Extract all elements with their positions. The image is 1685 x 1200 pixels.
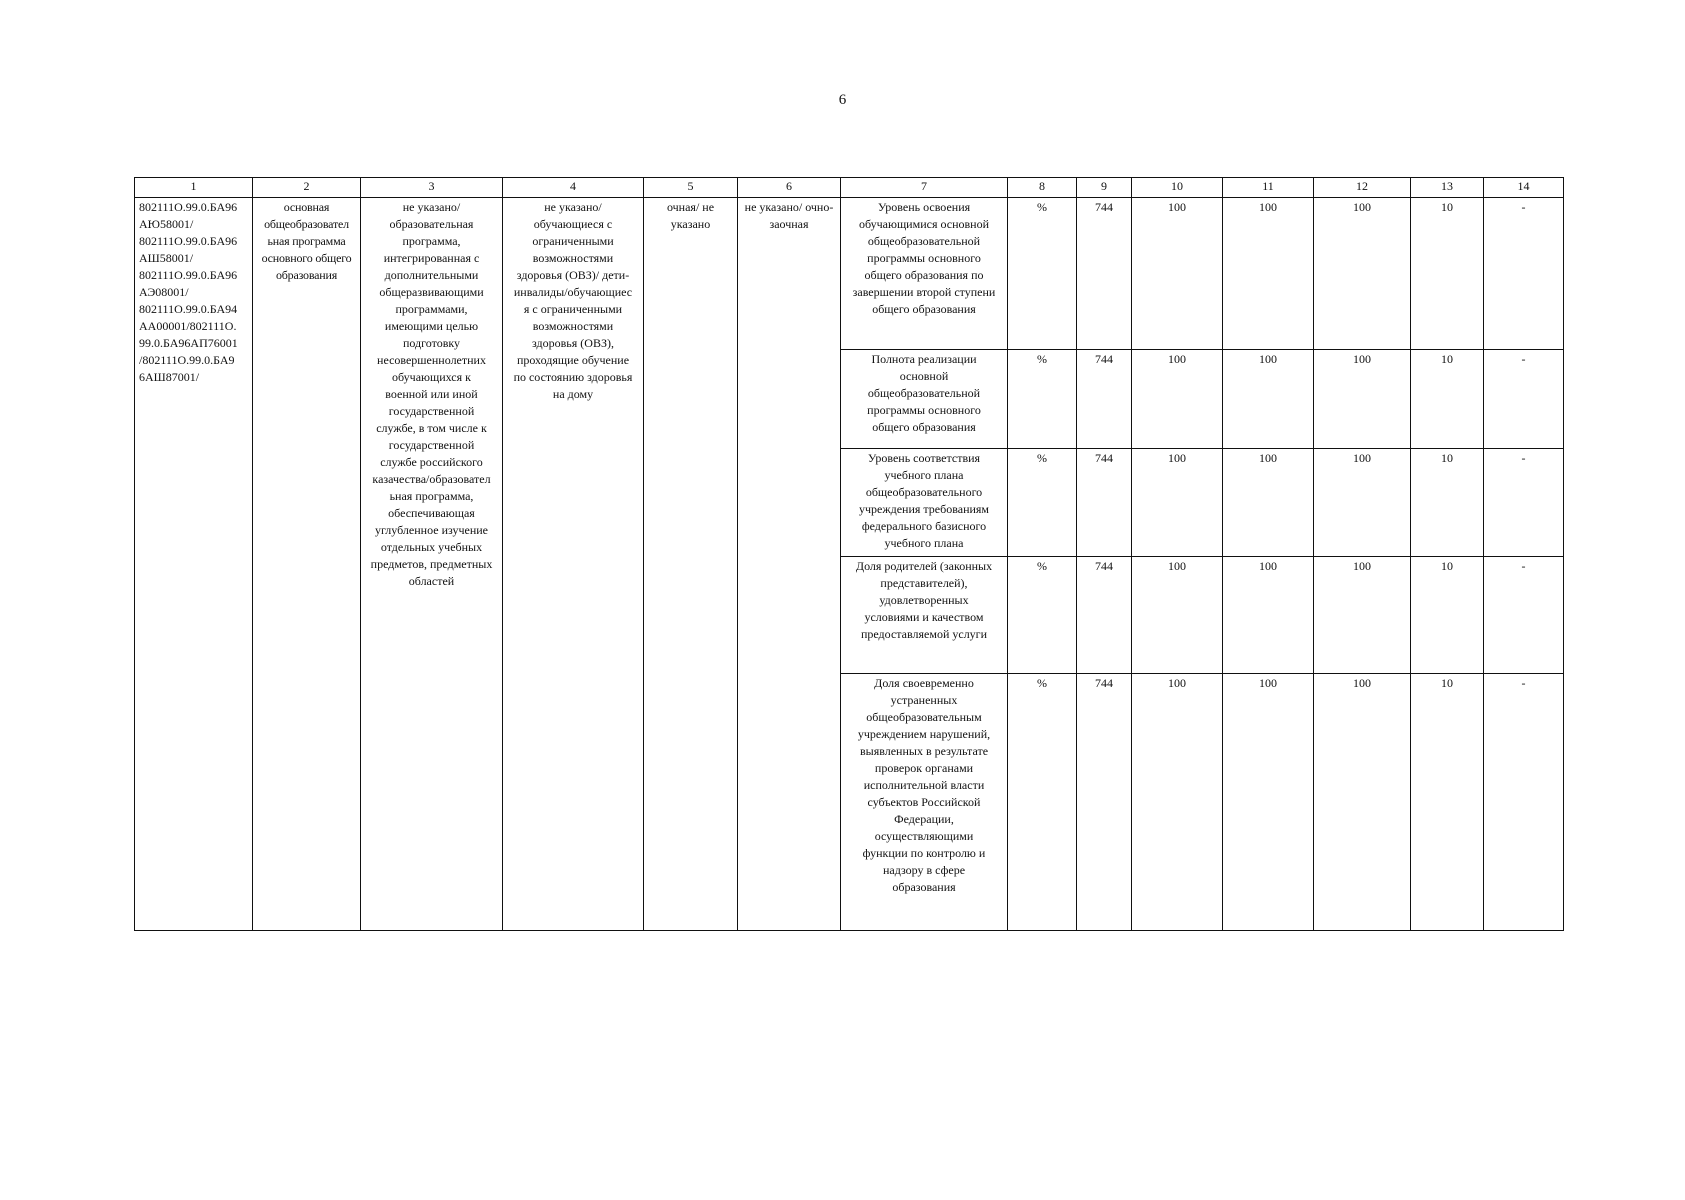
column-number: 2 (253, 178, 361, 198)
table-row (135, 198, 1564, 350)
column-number: 3 (361, 178, 503, 198)
column-number: 6 (738, 178, 841, 198)
indicator-okei-code: 744 (1077, 674, 1132, 931)
indicator-okei-code: 744 (1077, 198, 1132, 350)
indicator-deviation: 10 (1411, 557, 1484, 674)
column-number: 11 (1223, 178, 1314, 198)
indicator-value: 100 (1314, 557, 1411, 674)
column-number: 4 (503, 178, 644, 198)
registry-codes: 802111О.99.0.БА96 АЮ58001/ 802111О.99.0.БА96 АШ58001/ 802111О.99.0.БА96 АЭ08001/ 802111О.99.0.БА94 АА00001/802111О. 99.0.БА96АП76001 /802111О.99.0.БА9 6АШ87001/ (135, 198, 253, 931)
indicator-value: 100 (1132, 557, 1223, 674)
indicator-value: 100 (1223, 350, 1314, 449)
indicator-name: Уровень соответствия учебного плана общеобразовательного учреждения требованиям федерального базисного учебного плана (841, 449, 1008, 557)
indicator-deviation: 10 (1411, 198, 1484, 350)
indicator-name: Доля родителей (законных представителей), удовлетворенных условиями и качеством предоставляемой услуги (841, 557, 1008, 674)
column-number: 10 (1132, 178, 1223, 198)
indicator-name: Уровень освоения обучающимися основной общеобразовательной программы основного общего образования по завершении второй ступени общего образования (841, 198, 1008, 350)
indicator-value: 100 (1314, 674, 1411, 931)
indicator-value: 100 (1132, 674, 1223, 931)
indicator-okei-code: 744 (1077, 557, 1132, 674)
study-form: очная/ не указано (644, 198, 738, 931)
column-number: 13 (1411, 178, 1484, 198)
indicator-dash: - (1484, 674, 1564, 931)
column-number: 5 (644, 178, 738, 198)
indicator-dash: - (1484, 557, 1564, 674)
program-type: основная общеобразовател ьная программа основного общего образования (253, 198, 361, 931)
indicator-value: 100 (1223, 449, 1314, 557)
indicator-name: Доля своевременно устраненных общеобразовательным учреждением нарушений, выявленных в результате проверок органами исполнительной власти субъектов Российской Федерации, осуществляющими функции по контролю и надзору в сфере образования (841, 674, 1008, 931)
indicator-deviation: 10 (1411, 449, 1484, 557)
column-number: 1 (135, 178, 253, 198)
indicator-value: 100 (1132, 350, 1223, 449)
indicator-value: 100 (1223, 557, 1314, 674)
indicator-value: 100 (1314, 449, 1411, 557)
indicator-dash: - (1484, 198, 1564, 350)
column-number-row (135, 178, 1564, 198)
indicator-value: 100 (1314, 198, 1411, 350)
indicator-unit: % (1008, 449, 1077, 557)
indicators-table (134, 177, 1564, 931)
indicator-value: 100 (1132, 449, 1223, 557)
indicator-unit: % (1008, 198, 1077, 350)
indicator-unit: % (1008, 350, 1077, 449)
program-content: не указано/ образовательная программа, интегрированная с дополнительными общеразвивающими программами, имеющими целью подготовку несовершеннолетних обучающихся к военной или иной государственной службе, в том числе к государственной службе российского казачества/образовател ьная программа, обеспечивающая углубленное изучение отдельных учебных предметов, предметных областей (361, 198, 503, 931)
indicator-value: 100 (1223, 198, 1314, 350)
indicator-dash: - (1484, 350, 1564, 449)
column-number: 14 (1484, 178, 1564, 198)
study-mode: не указано/ очно- заочная (738, 198, 841, 931)
indicator-deviation: 10 (1411, 350, 1484, 449)
column-number: 8 (1008, 178, 1077, 198)
indicator-value: 100 (1314, 350, 1411, 449)
indicator-unit: % (1008, 557, 1077, 674)
page-number: 6 (838, 92, 847, 108)
indicator-value: 100 (1223, 674, 1314, 931)
indicator-okei-code: 744 (1077, 350, 1132, 449)
indicator-okei-code: 744 (1077, 449, 1132, 557)
indicator-name: Полнота реализации основной общеобразовательной программы основного общего образования (841, 350, 1008, 449)
column-number: 7 (841, 178, 1008, 198)
indicator-deviation: 10 (1411, 674, 1484, 931)
indicator-value: 100 (1132, 198, 1223, 350)
indicator-unit: % (1008, 674, 1077, 931)
student-category: не указано/ обучающиеся с ограниченными возможностями здоровья (ОВЗ)/ дети- инвалиды/обучающиес я с ограниченными возможностями здоровья (ОВЗ), проходящие обучение по состоянию здоровья на дому (503, 198, 644, 931)
column-number: 9 (1077, 178, 1132, 198)
column-number: 12 (1314, 178, 1411, 198)
indicator-dash: - (1484, 449, 1564, 557)
